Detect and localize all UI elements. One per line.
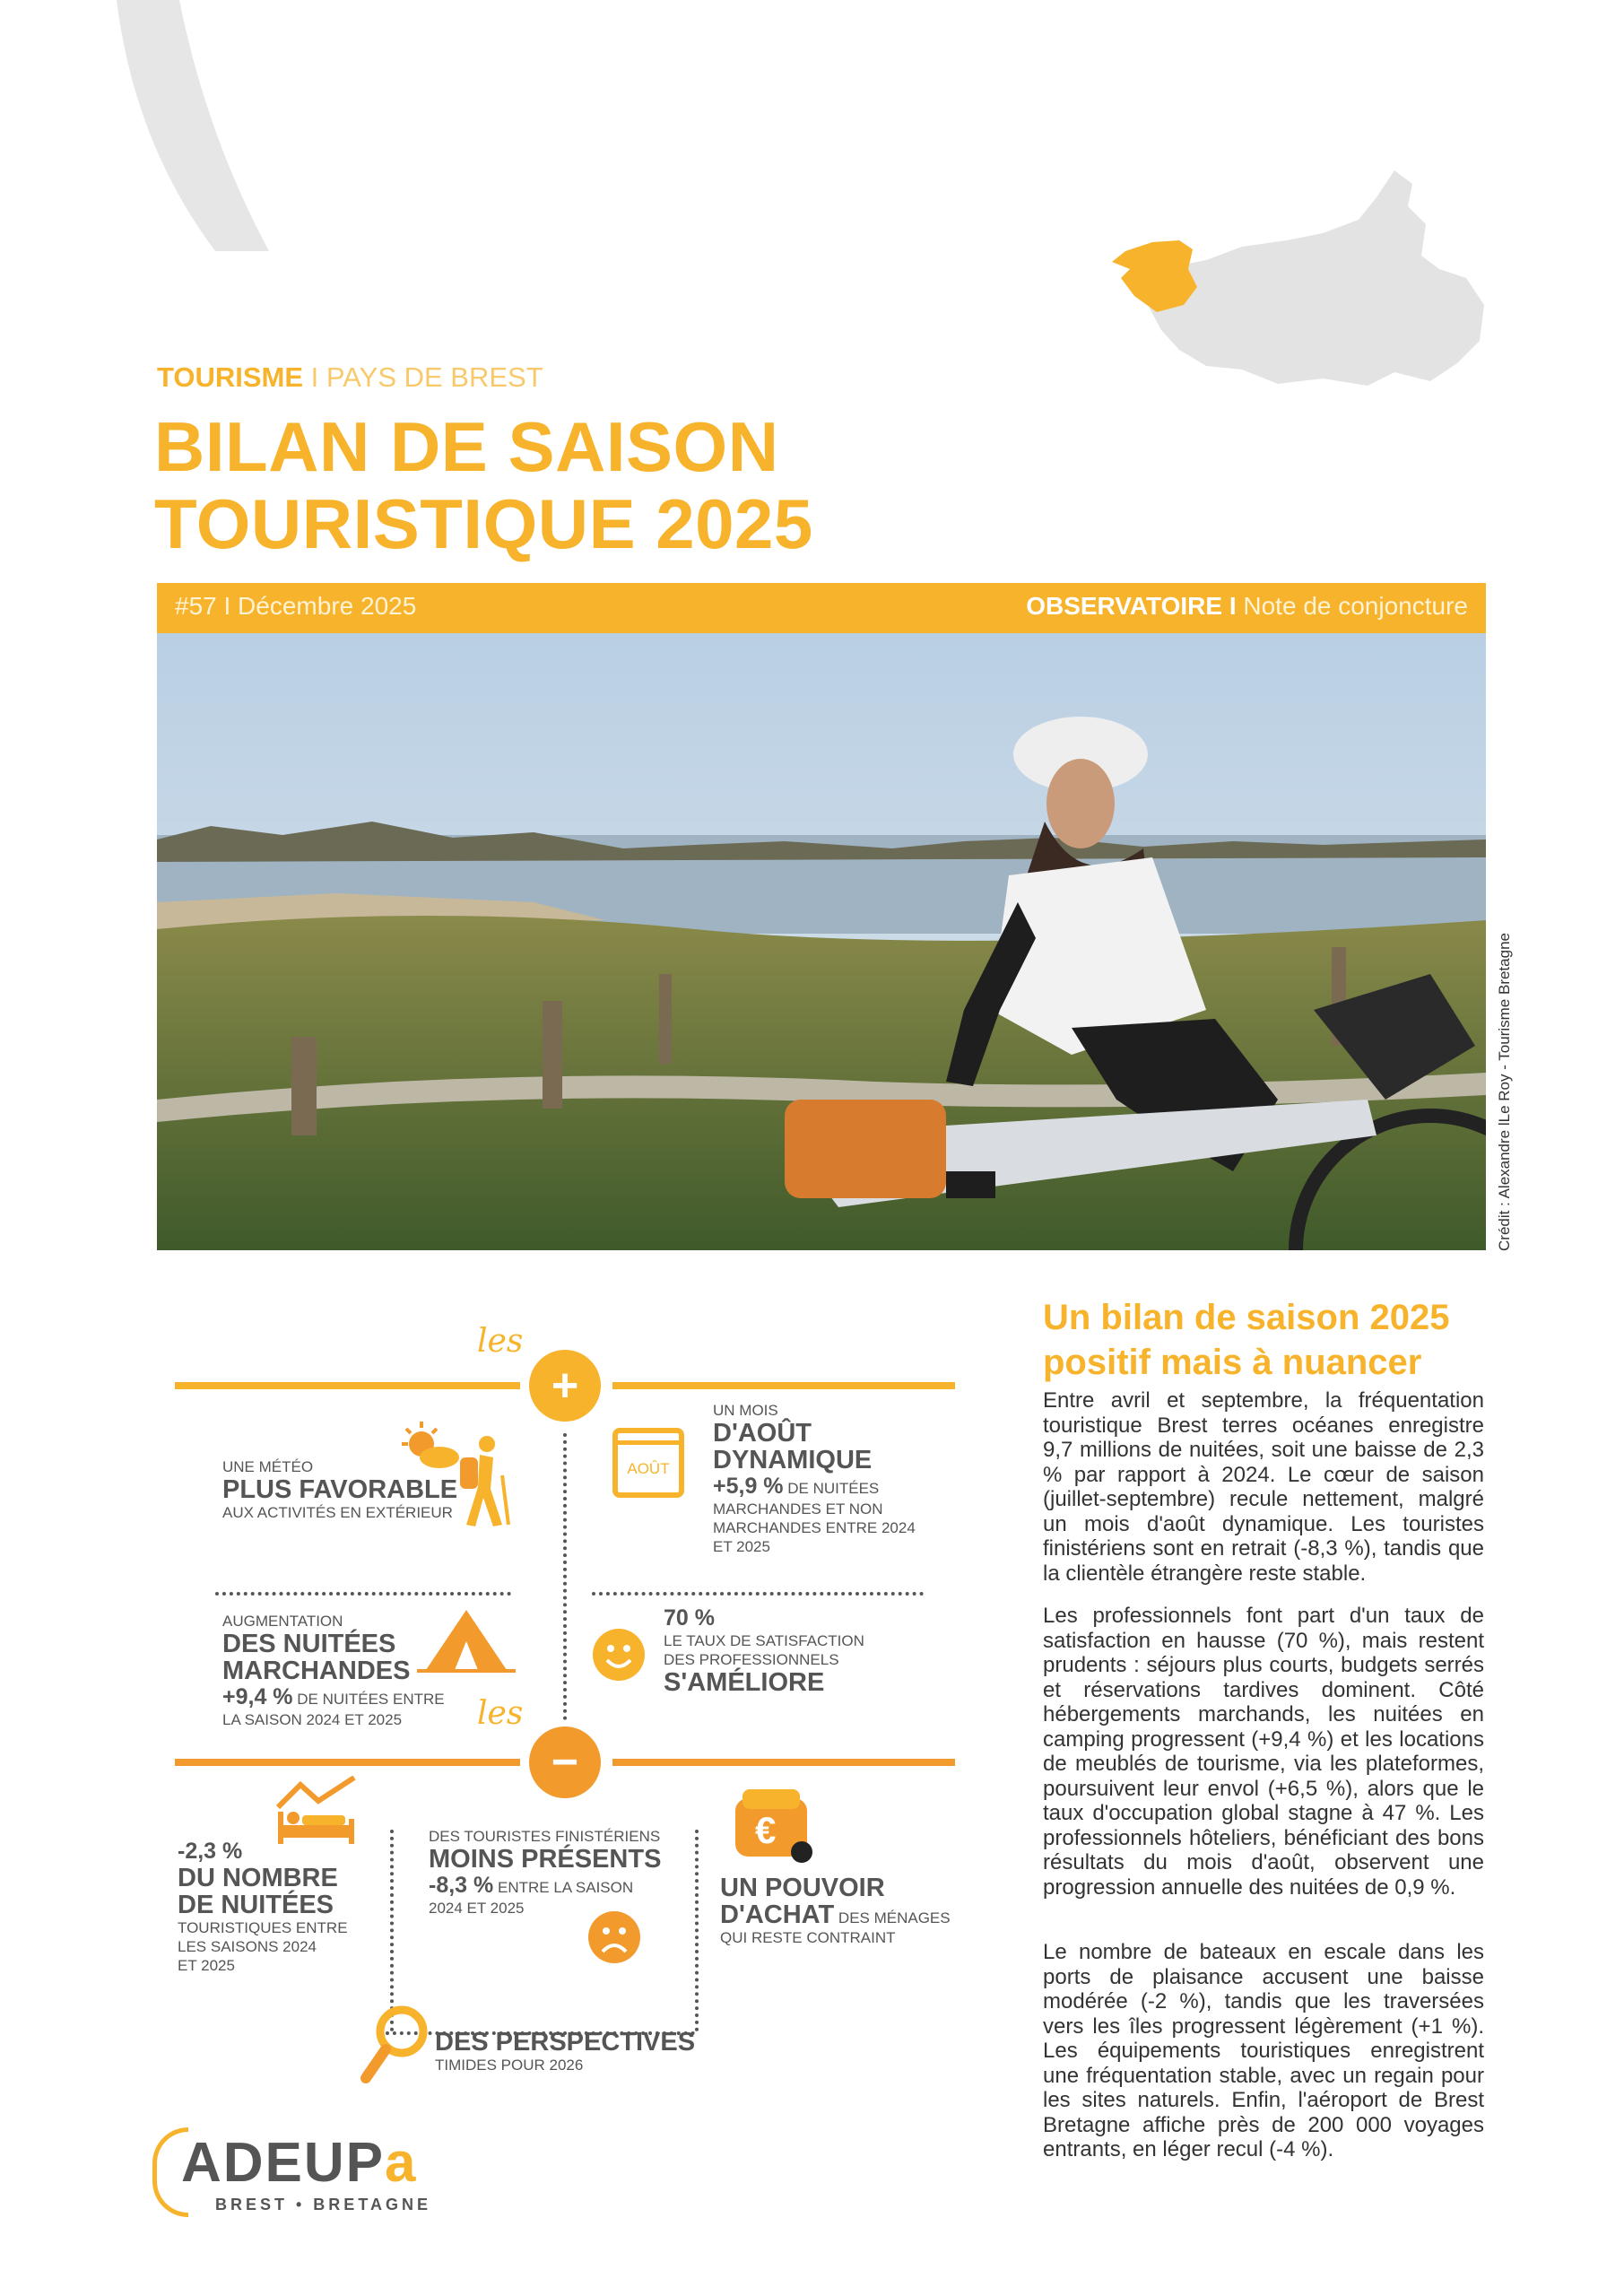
article-title-1: Un bilan de saison 2025: [1043, 1298, 1450, 1337]
pouvoir-block: [720, 1874, 980, 1947]
plus-icon: +: [529, 1350, 601, 1422]
meteo-small: UNE MÉTÉO: [222, 1458, 314, 1475]
kicker-separator: I: [303, 361, 326, 393]
baisse-small-1: TOURISTIQUES ENTRE: [178, 1919, 348, 1936]
satisfaction-small-1: LE TAUX DE SATISFACTION: [664, 1632, 864, 1649]
baisse-small-2: LES SAISONS 2024: [178, 1938, 317, 1955]
finisteriens-value: -8,3 %: [429, 1873, 494, 1898]
adeupa-logo: [152, 2126, 439, 2220]
finisteriens-block: [429, 1827, 689, 1918]
satisfaction-value: 70 %: [664, 1605, 715, 1631]
nuitees-rest-1: DE NUITÉES ENTRE: [292, 1691, 445, 1708]
plus-label: les: [477, 1323, 524, 1360]
baisse-block: [178, 1839, 384, 1975]
page-title: [154, 408, 813, 562]
title-line-2: TOURISTIQUE 2025: [154, 484, 813, 563]
nuitees-rest-2: LA SAISON 2024 ET 2025: [222, 1711, 403, 1728]
minus-divider-left: [390, 1830, 394, 2031]
kicker: [157, 361, 543, 394]
plus-divider-left: [215, 1592, 511, 1596]
kicker-theme: TOURISME: [157, 361, 304, 393]
meteo-block: [222, 1457, 491, 1522]
section-label: [1026, 592, 1468, 621]
plus-line-right: [612, 1382, 955, 1389]
aout-rest-2: MARCHANDES ET NON: [713, 1500, 883, 1518]
wallet-euro-icon: [735, 1789, 812, 1866]
finisteriens-small: DES TOURISTES FINISTÉRIENS: [429, 1828, 661, 1845]
aout-rest-4: ET 2025: [713, 1538, 770, 1555]
magnifier-icon: [359, 2005, 430, 2085]
calendar-label: AOÛT: [627, 1460, 670, 1477]
perspectives-big: DES PERSPECTIVES: [435, 2028, 696, 2057]
minus-divider-right: [695, 1830, 699, 2031]
nuitees-block: [222, 1612, 491, 1729]
bed-decline-icon: [274, 1776, 359, 1848]
issue-band: [157, 583, 1486, 633]
perspectives-block: [435, 2029, 704, 2074]
aout-big-2: DYNAMIQUE: [713, 1446, 873, 1474]
baisse-small-3: ET 2025: [178, 1957, 235, 1974]
calendar-icon: [612, 1428, 684, 1498]
plus-divider-vertical: [563, 1433, 567, 1720]
issue-number: #57 I Décembre 2025: [175, 592, 417, 620]
article-paragraph-1: Entre avril et septembre, la fréquentation touristique Brest terres océanes enregistre 9,7 millions de nuitées, soit une baisse de 2,3 % par rapport à 2024. Le cœur de saison (juillet-septembre) recule nettement, malgré un mois d'août dynamique. Les touristes finistériens sont en retrait (-8,3 %), tandis que la clientèle étrangère reste stable.: [1043, 1388, 1484, 1586]
aout-big-1: D'AOÛT: [713, 1419, 812, 1448]
nuitees-value: +9,4 %: [222, 1684, 293, 1709]
minus-line-left: [175, 1759, 520, 1766]
article-title-2: positif mais à nuancer: [1043, 1343, 1422, 1382]
minus-line-right: [612, 1759, 955, 1766]
logo-word-main: ADEUP: [181, 2132, 386, 2194]
section-note: Note de conjoncture: [1236, 592, 1468, 620]
satisfaction-big: S'AMÉLIORE: [664, 1668, 825, 1697]
logo-word-accent: a: [385, 2132, 418, 2194]
aout-small: UN MOIS: [713, 1402, 778, 1419]
perspectives-small: TIMIDES POUR 2026: [435, 2057, 584, 2074]
pouvoir-big-2: D'ACHAT: [720, 1900, 835, 1929]
satisfaction-block: [664, 1605, 933, 1696]
nuitees-big-1: DES NUITÉES: [222, 1630, 396, 1658]
article-paragraph-3: Le nombre de bateaux en escale dans les ports de plaisance accusent une baisse modérée (-2 %), tandis que les traversées vers les îles progressent légèrement (+1 %). Les équipements touristiques enregistrent une fréquentation stable, avec un regain pour les sites naturels. Enfin, l'aéroport de Brest Bretagne affiche près de 200 000 voyages entrants, en léger recul (-4 %).: [1043, 1940, 1484, 2161]
aout-value: +5,9 %: [713, 1474, 784, 1499]
brittany-map: [1099, 170, 1484, 395]
logo-wordmark: [181, 2131, 418, 2195]
meteo-big: PLUS FAVORABLE: [222, 1475, 458, 1504]
smiley-happy-icon: [592, 1628, 646, 1682]
aout-block: [713, 1401, 982, 1556]
satisfaction-small-2: DES PROFESSIONNELS: [664, 1651, 839, 1668]
nuitees-small: AUGMENTATION: [222, 1613, 343, 1630]
plus-line-left: [175, 1382, 520, 1389]
baisse-big-1: DU NOMBRE: [178, 1864, 338, 1892]
decorative-swoosh: [0, 0, 278, 251]
baisse-value: -2,3 %: [178, 1839, 243, 1864]
cyclist-photo: [157, 633, 1486, 1250]
aout-rest-1: DE NUITÉES: [783, 1480, 880, 1497]
pouvoir-rest-2: QUI RESTE CONTRAINT: [720, 1929, 896, 1946]
baisse-big-2: DE NUITÉES: [178, 1891, 334, 1919]
kicker-territory: PAYS DE BREST: [326, 361, 543, 393]
pouvoir-big-1: UN POUVOIR: [720, 1874, 885, 1902]
plus-divider-right: [592, 1592, 924, 1596]
smiley-sad-icon: [587, 1910, 641, 1964]
aout-rest-3: MARCHANDES ENTRE 2024: [713, 1519, 916, 1536]
logo-subtitle: BREST • BRETAGNE: [215, 2196, 431, 2213]
photo-credit: Crédit : Alexandre lLe Roy - Tourisme Bretagne: [1496, 933, 1513, 1251]
finisteriens-rest-1: ENTRE LA SAISON: [493, 1879, 634, 1896]
section-bold: OBSERVATOIRE I: [1026, 592, 1237, 620]
minus-label: les: [477, 1695, 524, 1732]
title-line-1: BILAN DE SAISON: [154, 407, 779, 486]
meteo-small-2: AUX ACTIVITÉS EN EXTÉRIEUR: [222, 1504, 453, 1521]
article-paragraph-2: Les professionnels font part d'un taux de satisfaction en hausse (70 %), mais restent prudents : séjours plus courts, budgets serrés et réservations tardives dominent. Côté hébergements marchands, les nuitées en camping progressent (+9,4 %) et les locations de meublés de tourisme, via les plateformes, poursuivent leur envol (+6,5 %), alors que le taux d'occupation global stagne à 47 %. Les professionnels hôteliers, bénéficiant des bons résultats du mois d'août, observent une progression annuelle des nuitées de 0,9 %.: [1043, 1604, 1484, 1900]
article-title: [1043, 1295, 1450, 1385]
nuitees-big-2: MARCHANDES: [222, 1657, 411, 1685]
euro-sign: €: [755, 1809, 777, 1851]
minus-icon: −: [529, 1726, 601, 1798]
pouvoir-rest-1: DES MÉNAGES: [834, 1909, 951, 1926]
finisteriens-rest-2: 2024 ET 2025: [429, 1900, 525, 1917]
finisteriens-big: MOINS PRÉSENTS: [429, 1845, 662, 1874]
